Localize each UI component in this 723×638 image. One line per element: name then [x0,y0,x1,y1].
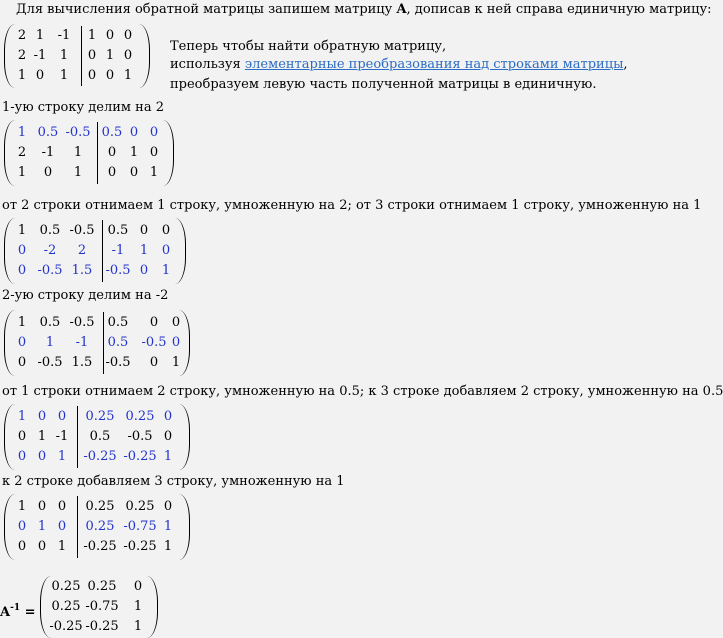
matrix-cell: 0.5 [107,315,129,330]
matrix-cell: -1 [111,243,125,258]
matrix-cell: 1 [163,519,173,534]
matrix-cell: 0 [149,315,159,330]
matrix-symbol: A [396,2,407,17]
matrix-cell: -0.5 [105,263,131,278]
matrix-row [4,221,186,241]
matrix-cell: 1 [17,223,27,238]
matrix-cell: 0.5 [107,335,129,350]
matrix-cell: 1 [37,519,47,534]
matrix-cell: -0.25 [85,619,119,634]
matrix-cell: 0 [87,68,97,83]
matrix-cell: 0 [171,335,181,350]
matrix-cell: 0 [129,125,139,140]
matrix-cell: 0 [163,409,173,424]
matrix-cell: -0.5 [105,355,131,370]
matrix-cell: -0.5 [127,429,153,444]
matrix-row [4,407,190,427]
matrix-row [4,143,174,163]
matrix-cell: 1 [73,165,83,180]
matrix-cell: 0 [57,499,67,514]
matrix-row [4,333,190,353]
matrix-cell: 0.25 [125,409,155,424]
matrix-cell: 0 [37,499,47,514]
matrix-cell: 1 [37,429,47,444]
matrix-cell: 1 [163,539,173,554]
matrix-cell: 0 [57,519,67,534]
matrix-cell: 0 [17,355,27,370]
matrix-cell: 1 [105,48,115,63]
matrix-step-4 [4,404,190,470]
matrix-cell: 0 [57,409,67,424]
matrix-cell: -0.5 [37,355,63,370]
matrix-cell: -2 [43,243,57,258]
matrix-cell: 0 [43,165,53,180]
matrix-cell: 0 [17,263,27,278]
matrix-cell: 0 [171,315,181,330]
matrix-row [4,427,190,447]
row-operations-link[interactable]: элементарные преобразования над строками матрицы [244,57,624,72]
matrix-cell: 0 [17,539,27,554]
matrix-cell: 1 [59,68,69,83]
note-line-1: Теперь чтобы найти обратную матрицу, [170,39,447,54]
matrix-cell: 0 [37,409,47,424]
intro-text: Для вычисления обратной матрицы запишем матрицу A, дописав к ней справа единичную матрицу: [16,2,712,17]
matrix-cell: 0 [17,429,27,444]
matrix-row [4,26,150,46]
matrix-cell: 0 [123,48,133,63]
matrix-row [4,537,190,557]
matrix-cell: -0.25 [49,619,83,634]
matrix-cell: -0.5 [37,263,63,278]
matrix-cell: 0 [107,165,117,180]
matrix-row [4,241,186,261]
matrix-cell: 1 [133,619,143,634]
matrix-cell: 1 [133,599,143,614]
matrix-cell: 0.5 [101,125,123,140]
matrix-cell: 1 [17,68,27,83]
matrix-cell: 1 [17,409,27,424]
matrix-cell: 1.5 [71,355,93,370]
matrix-cell: 0 [105,68,115,83]
matrix-row [4,353,190,373]
matrix-cell: 1 [163,449,173,464]
matrix-cell: -0.5 [65,125,91,140]
matrix-cell: 1 [59,48,69,63]
matrix-step-2 [4,218,186,284]
matrix-cell: 1 [129,145,139,160]
matrix-cell: -1 [33,48,47,63]
matrix-cell: 1 [17,165,27,180]
matrix-row [4,261,186,281]
matrix-cell: 0 [17,335,27,350]
matrix-cell: 1 [17,499,27,514]
matrix-row [4,497,190,517]
matrix-cell: 1 [87,28,97,43]
matrix-step-3 [4,310,190,376]
matrix-cell: 0 [149,125,159,140]
matrix-cell: 0.5 [37,125,59,140]
matrix-cell: 0 [139,223,149,238]
matrix-row [4,46,150,66]
matrix-cell: 0 [161,243,171,258]
matrix-row [40,597,158,617]
matrix-cell: 2 [77,243,87,258]
matrix-cell: 1 [123,68,133,83]
matrix-cell: 0 [17,243,27,258]
matrix-cell: 0.25 [85,499,115,514]
matrix-cell: 0 [163,499,173,514]
matrix-cell: 0 [133,579,143,594]
matrix-cell: 0.25 [85,409,115,424]
matrix-cell: 1 [57,449,67,464]
matrix-cell: -0.25 [123,449,157,464]
matrix-cell: -0.75 [123,519,157,534]
matrix-cell: 0 [163,429,173,444]
inverse-matrix [40,576,158,638]
matrix-row [4,66,150,86]
matrix-cell: 0.5 [89,429,111,444]
matrix-cell: 0.25 [85,519,115,534]
matrix-cell: -0.75 [85,599,119,614]
matrix-cell: 0.25 [51,579,81,594]
matrix-cell: 0 [35,68,45,83]
matrix-row [4,123,174,143]
matrix-cell: 1 [45,335,55,350]
matrix-cell: 0 [161,223,171,238]
matrix-row [40,577,158,597]
matrix-row [4,313,190,333]
matrix-cell: 0 [17,519,27,534]
matrix-cell: -0.25 [83,539,117,554]
matrix-cell: 1 [73,145,83,160]
matrix-cell: -1 [55,429,69,444]
note-line-3: преобразуем левую часть полученной матрицы в единичную. [170,77,597,92]
matrix-cell: -0.5 [141,335,167,350]
matrix-cell: 0 [17,449,27,464]
matrix-row [4,163,174,183]
step-text-1: 1-ую строку делим на 2 [2,100,164,115]
matrix-cell: 1 [171,355,181,370]
matrix-cell: 0.25 [51,599,81,614]
matrix-cell: 1 [161,263,171,278]
matrix-cell: 0 [87,48,97,63]
matrix-cell: 0.25 [125,499,155,514]
matrix-cell: -1 [57,28,71,43]
matrix-cell: 0.5 [39,223,61,238]
matrix-step-1 [4,120,174,186]
matrix-cell: -1 [75,335,89,350]
matrix-cell: 0 [123,28,133,43]
matrix-cell: 0 [105,28,115,43]
matrix-cell: 0.5 [39,315,61,330]
matrix-cell: 1 [35,28,45,43]
matrix-row [4,447,190,467]
matrix-cell: 0 [37,449,47,464]
matrix-cell: 2 [17,48,27,63]
step-text-2: от 2 строки отнимаем 1 строку, умноженную на 2; от 3 строки отнимаем 1 строку, умноженную на 1 [2,198,702,213]
note-line-2: используя элементарные преобразования над строками матрицы, [170,57,628,72]
matrix-cell: 0.5 [107,223,129,238]
step-text-4: от 1 строки отнимаем 2 строку, умноженную на 0.5; к 3 строке добавляем 2 строку, умноженную на 0.5 [2,384,723,399]
matrix-cell: -0.25 [123,539,157,554]
matrix-cell: -1 [41,145,55,160]
matrix-cell: 0 [149,145,159,160]
matrix-cell: -0.25 [83,449,117,464]
step-text-5: к 2 строке добавляем 3 строку, умноженную на 1 [2,474,345,489]
matrix-cell: -0.5 [69,223,95,238]
matrix-cell: 0 [37,539,47,554]
matrix-row [4,517,190,537]
matrix-cell: 0 [139,263,149,278]
matrix-cell: 1 [17,125,27,140]
matrix-cell: 2 [17,145,27,160]
matrix-cell: 0.25 [87,579,117,594]
step-text-3: 2-ую строку делим на -2 [2,288,169,303]
matrix-cell: 1 [139,243,149,258]
matrix-cell: 2 [17,28,27,43]
matrix-cell: 0 [107,145,117,160]
matrix-step-5 [4,494,190,560]
matrix-cell: -0.5 [69,315,95,330]
matrix-cell: 0 [149,355,159,370]
matrix-cell: 1 [17,315,27,330]
matrix-cell: 1 [149,165,159,180]
inverse-label: $A^{-1}$ = [0,603,36,620]
matrix-cell: 1.5 [71,263,93,278]
matrix-original [4,24,150,88]
matrix-row [40,617,158,637]
matrix-cell: 0 [129,165,139,180]
matrix-cell: 1 [57,539,67,554]
